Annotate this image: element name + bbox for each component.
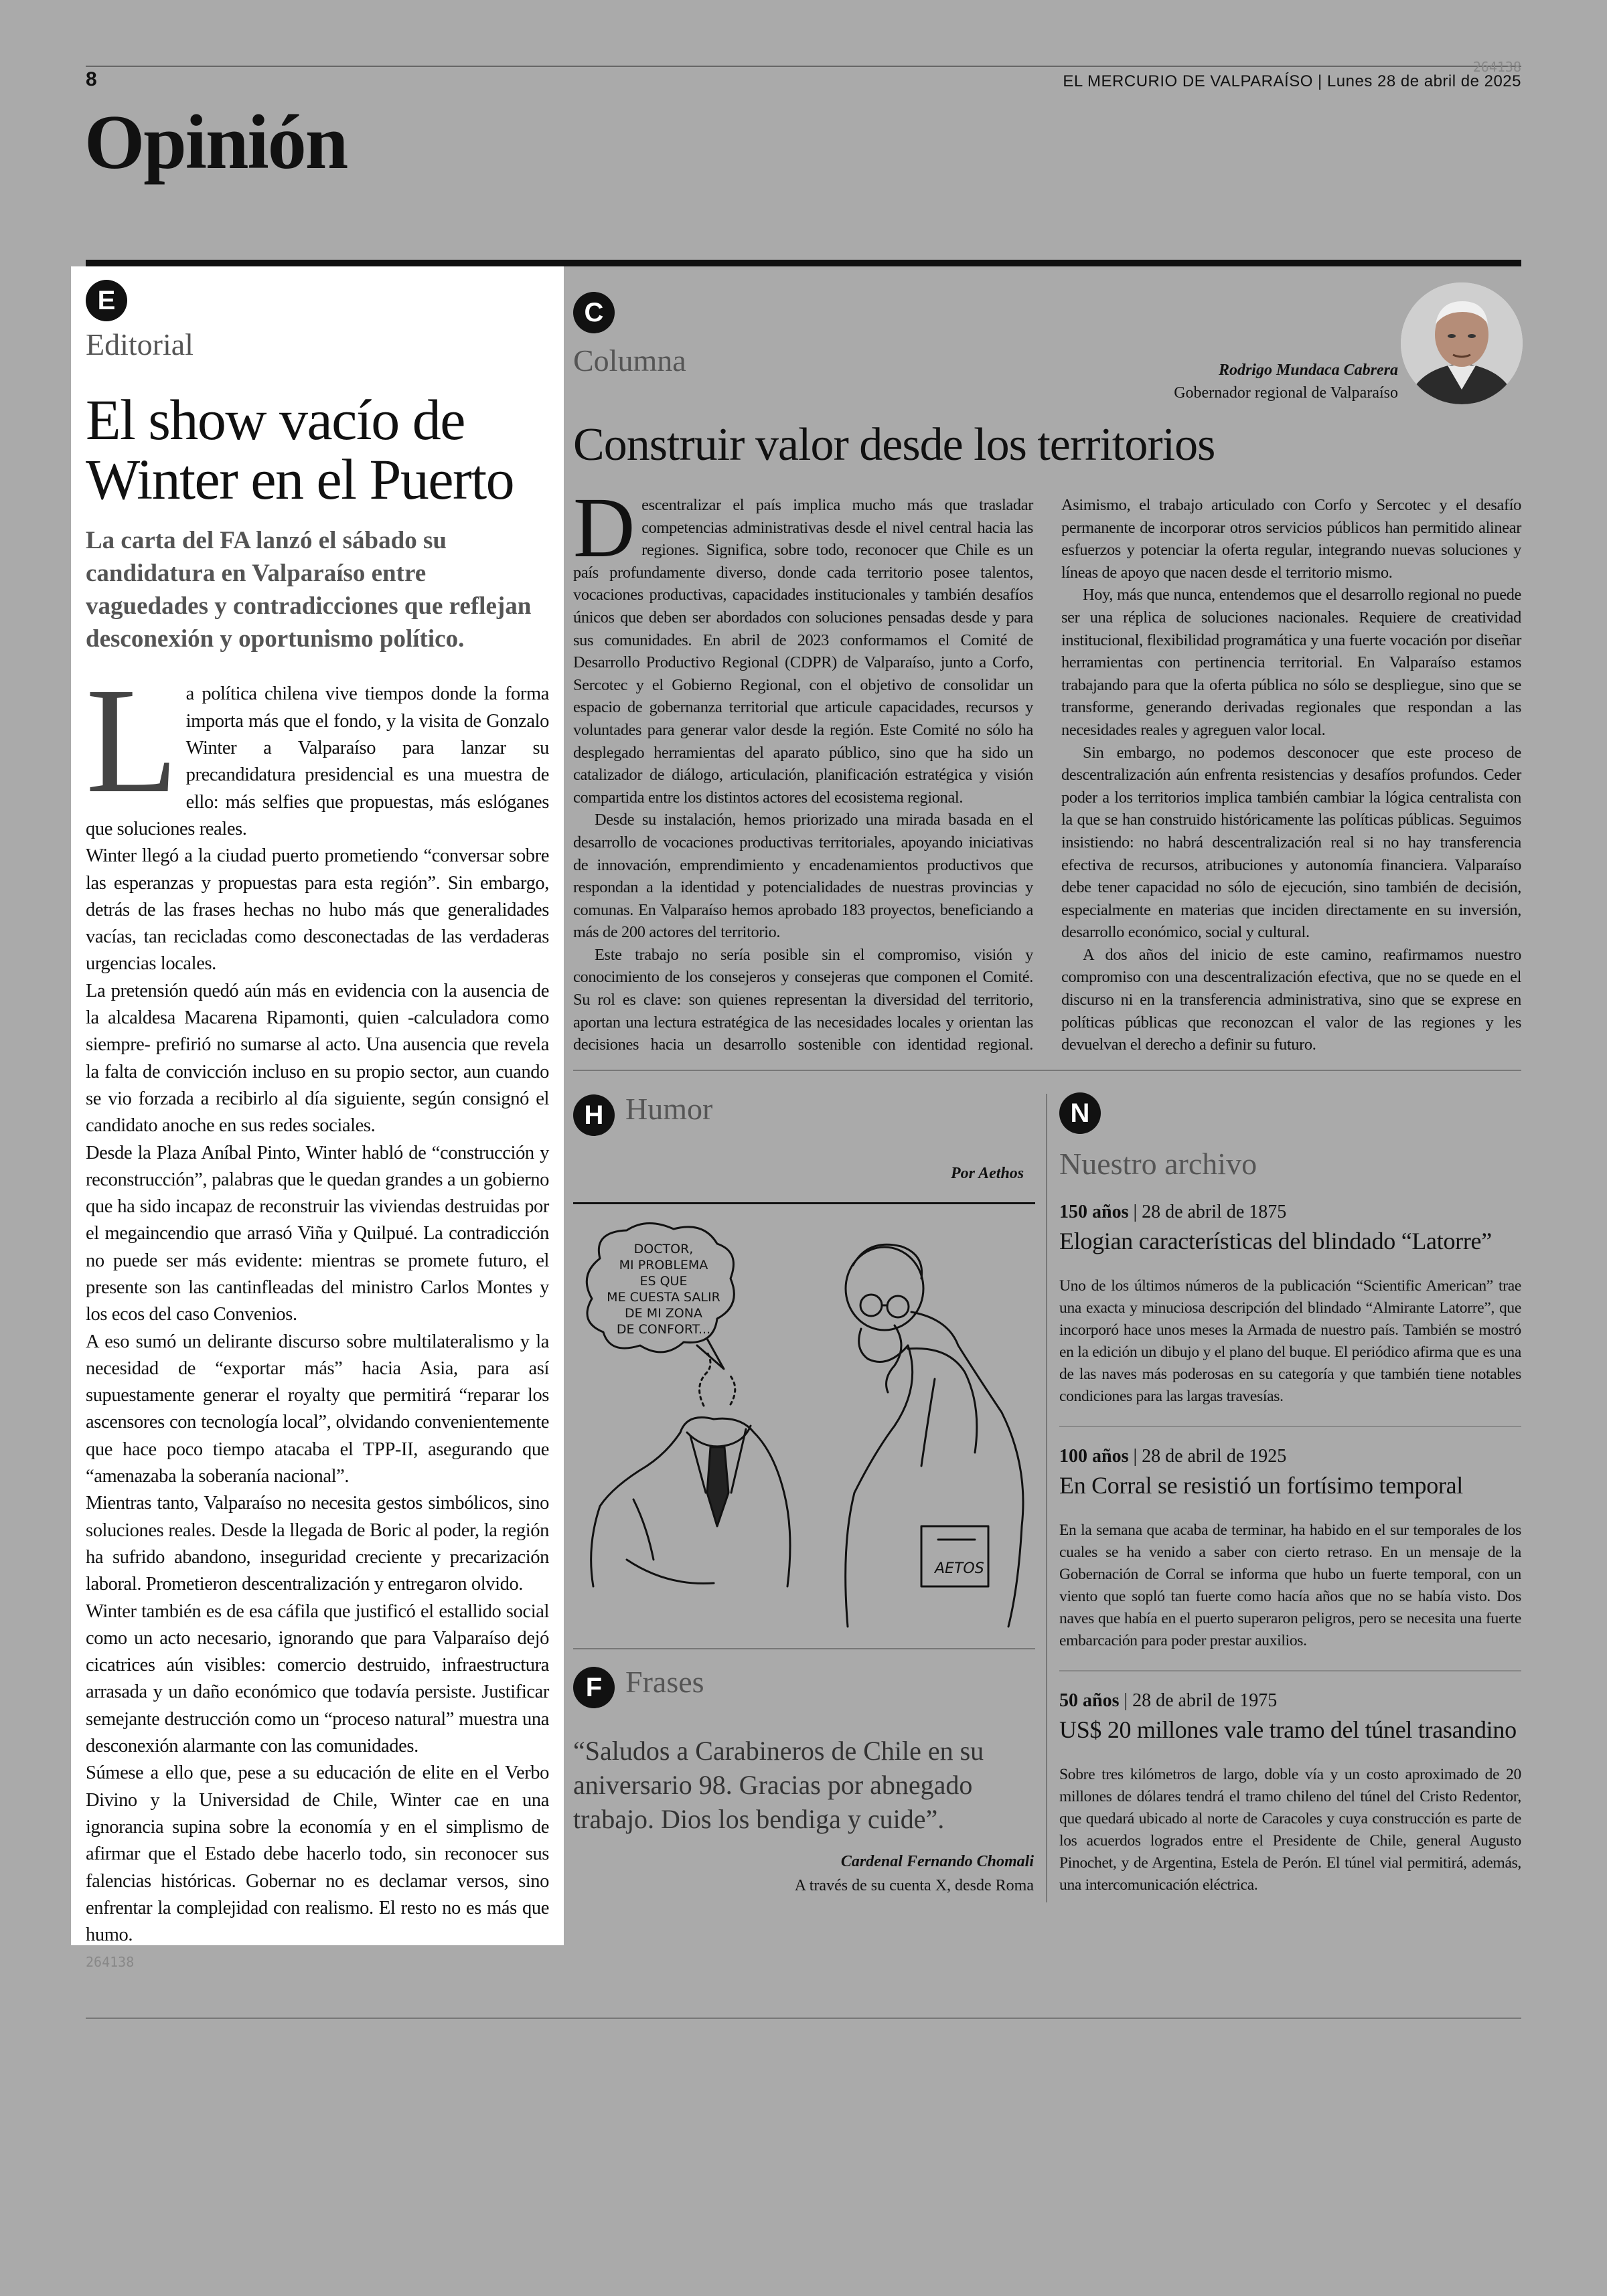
columna-paragraph: Descentralizar el país implica mucho más que trasladar competencias administrativas desde el nivel central hacia las regiones. Significa, sobre todo, reconocer que Chile es un país profundamente diverso, donde cada territorio posee talentos, vocaciones productivas, capacidades institucionales y también desafíos únicos que deben ser abordados con soluciones pensadas desde y para sus comunidades. En abril de 2023 conformamos el Comité de Desarrollo Productivo Regional (CDPR) de Valparaíso, junto a Corfo, Sercotec y el Gobierno Regional, con el objetivo de consolidar un espacio de gobernanza territorial que articule capacidades, recursos y voluntades para generar valor desde la región. Este Comité no sólo ha desplegado herramientas del aparato público, sino que ha sido un catalizador de diálogo, articulación, planificación estratégica y visión compartida entre los distintos actores del ecosistema regional. [573,480,1033,807]
archivo-badge: N [1059,1092,1101,1134]
archivo-years: 150 años [1059,1202,1129,1222]
masthead: EL MERCURIO DE VALPARAÍSO | Lunes 28 de abril de 2025 [1063,72,1521,90]
editorial-paragraph: Desde la Plaza Aníbal Pinto, Winter habló de “construcción y reconstrucción”, palabras que le quedan grandes a un gobierno que ha sido incapaz de reconstruir las viviendas destruidas por el megaincendio que arrasó Viña y Quilpué. La contradicción no puede ser más evidente: mientras se promete futuro, el presente son las cantinfleadas del ministro Carlos Montes y los ecos del caso Convenios. [86,1142,549,1325]
editorial-paragraph: La pretensión quedó aún más en evidencia con la ausencia de la alcaldesa Macarena Ripamonti, quien -calculadora como siempre- prefirió no sumarse al acto. Una ausencia que revela la falta de convicción incluso en su propio sector, aun cuando se vio forzada a recibirlo al día siguiente, según consignó el candidato anoche en sus redes sociales. [86,980,549,1137]
columna-paragraph: A dos años del inicio de este camino, reafirmamos nuestro compromiso con una descentralización efectiva, que no se quede en el discurso ni en la transferencia administrativa, sino que se exprese en políticas públicas que reconozcan el valor de las regiones y les devuelvan el derecho a definir su futuro. [1061,945,1521,1054]
columna-paragraph: Desde su instalación, hemos priorizado una mirada basada en el desarrollo de vocaciones productivas territoriales, apoyando iniciativas de innovación, emprendimiento y encadenamientos productivos que respondan a la identidad y potencialidades de nuestras provincias y comunas. En Valparaíso hemos aprobado 183 proyectos, beneficiando a más de 200 actores del territorio. [573,811,1033,942]
archivo-item [1059,1446,1521,1652]
svg-text:ES QUE: ES QUE [639,1274,688,1289]
humor-cartoon [573,1212,1035,1640]
frases-author: Cardenal Fernando Chomali [840,1853,1034,1870]
columna-bottom-rule [573,1070,1521,1071]
ghost-id: 264138 [1472,59,1521,75]
editorial-paragraph: La política chilena vive tiempos donde la forma importa más que el fondo, y la visita de Gonzalo Winter a Valparaíso para lanzar su precandidatura presidencial es una muestra de ello: más selfies que propuestas, más eslóganes que soluciones reales. [86,657,549,839]
humor-byline: Por Aethos [951,1165,1024,1182]
editorial-panel [71,266,564,1971]
columna-dropcap: D [573,480,635,575]
editorial-kicker: Editorial [86,327,194,361]
frases-badge: F [573,1667,615,1708]
archivo-item [1059,1690,1521,1896]
archivo-divider [1059,1426,1521,1427]
editorial-footer-id: 264138 [86,1954,135,1971]
columna-paragraph: Hoy, más que nunca, entendemos que el desarrollo regional no puede ser una réplica de soluciones nacionales. Requiere de creatividad institucional, flexibilidad programática y una fuerte vocación por diseñar herramientas con pertinencia territorial. En Valparaíso estamos trabajando para que la oferta pública no sólo se despliegue, sino que se transforme, generando derivadas regionales que respondan a las necesidades reales y agreguen valor local. [1061,586,1521,739]
editorial-headline: El show vacío de Winter en el Puerto [86,388,514,511]
editorial-paragraph: Winter también es de esa cáfila que justificó el estallido social como un acto necesario, ignorando que para Valparaíso dejó cicatrices aún visibles: comercio destruido, infraestructura arrasada y un daño económico que todavía persiste. Justificar semejante destrucción como un “proceso natural” muestra una desconexión alarmante con las comunidades. [86,1601,549,1757]
editorial-paragraph: Winter llegó a la ciudad puerto prometiendo “conversar sobre las esperanzas y propuestas para esta región”. Sin embargo, detrás de las frases hechas no hubo más que generalidades vacías, tan recicladas como desconectadas de las verdaderas urgencias locales. [86,845,549,975]
archivo-date: | 28 de abril de 1975 [1119,1690,1278,1711]
archivo-text: Uno de los últimos números de la publicación “Scientific American” trae una exacta y minuciosa descripción del blindado “Almirante Latorre”, que incorporó hace unos meses la Armada de nuestro país. También se mostró en la edición un dibujo y el plano del buque. El periódico afirma que es una de las naves más poderosas en su categoría y que también tiene notables condiciones para las largas travesías. [1059,1277,1521,1405]
editorial-paragraph: Mientras tanto, Valparaíso no necesita gestos simbólicos, sino soluciones reales. Desde la llegada de Boric al poder, la región ha sufrido abandono, inseguridad creciente y precarización laboral. Prometieron descentralización y entregaron olvido. [86,1493,549,1595]
humor-kicker: Humor [625,1092,713,1126]
column-separator [1046,1094,1047,1902]
columna-headline: Construir valor desde los territorios [573,419,1215,471]
frases-source: A través de su cuenta X, desde Roma [794,1877,1034,1894]
archivo-years: 100 años [1059,1446,1129,1467]
archivo-title: En Corral se resistió un fortísimo temporal [1059,1472,1463,1499]
archivo-years: 50 años [1059,1690,1120,1711]
svg-text:DE CONFORT...: DE CONFORT... [616,1322,711,1337]
cartoon-signature: AETOS [935,1560,984,1577]
frases-quote: “Saludos a Carabineros de Chile en su aniversario 98. Gracias por abnegado trabajo. Dios los bendiga y cuide”. [573,1736,984,1834]
svg-text:ME CUESTA SALIR: ME CUESTA SALIR [607,1290,720,1305]
humor-badge: H [573,1094,615,1136]
archivo-title: US$ 20 millones vale tramo del túnel trasandino [1059,1716,1517,1743]
editorial-paragraph: A eso sumó un delirante discurso sobre multilateralismo y la necesidad de “exportar más” hacia Asia, para así supuestamente generar el royalty que permitirá “reparar los ascensores con tecnología local”, olvidando convenientemente que hace poco tiempo atacaba el TPP-II, asegurando que “amenazaba la soberanía nacional”. [86,1331,549,1487]
svg-text:DOCTOR,: DOCTOR, [633,1242,694,1256]
humor-bottom-rule [573,1648,1035,1649]
columna-author-role: Gobernador regional de Valparaíso [1174,384,1398,402]
archivo-date: | 28 de abril de 1875 [1128,1202,1287,1222]
humor-top-rule [573,1202,1035,1204]
archivo-text: En la semana que acaba de terminar, ha habido en el sur temporales de los cuales se ha venido a saber con cierto retraso. En un mensaje de la Gobernación de Corral se informa que hubo un fuerte temporal, con un viento que sopló tan fuerte como hacía años que no se había visto. Dos naves que había en el puerto superaron peligros, pero se necesita una fuerte embarcación para poder prestar auxilios. [1059,1522,1521,1649]
frases-kicker: Frases [625,1665,704,1699]
editorial-paragraph: Súmese a ello que, pese a su educación de elite en el Verbo Divino y la Universidad de Chile, Winter cae en una ignorancia supina sobre la economía y en el simplismo de afirmar que el Estado debe hacerlo todo, sin reconocer sus falencias históricas. Gobernar no es declamar versos, sino enfrentar la complejidad con realismo. El resto no es más que humo. [86,1762,549,1946]
svg-text:DE MI ZONA: DE MI ZONA [625,1306,702,1321]
section-title: Opinión [84,100,348,185]
archivo-kicker: Nuestro archivo [1059,1147,1257,1181]
bottom-rule [86,2018,1521,2019]
editorial-badge: E [86,280,127,321]
author-portrait [1401,282,1523,404]
columna-author-name: Rodrigo Mundaca Cabrera [1218,361,1398,379]
archivo-text: Sobre tres kilómetros de largo, doble vía y un costo aproximado de 20 millones de dólares tendrá el tramo chileno del túnel del Cristo Redentor, que quedará ubicado al norte de Caracoles y cuya construcción es parte de los acuerdos logrados entre el Presidente de Chile, general Augusto Pinochet, y de Argentina, Estela de Perón. El túnel vial permitirá, además, una intercomunicación eléctrica. [1059,1766,1521,1894]
editorial-body [86,657,549,1949]
columna-paragraph: Este trabajo no sería posible sin el compromiso, visión y conocimiento de los consejeros y consejeras que componen el Comité. Su rol es clave: son quienes representan la diversidad del territorio, aportan una lectura estratégica de las necesidades locales y orientan las decisiones hacia un desarrollo sostenible con identidad regional. Asimismo, el trabajo articulado con Corfo y Sercotec y el desafío permanente de incorporar otros servicios públicos han permitido alinear esfuerzos y potenciar la oferta regular, integrando nuevas soluciones y líneas de apoyo que nacen desde el territorio mismo. [573,496,1521,1054]
columna-kicker: Columna [573,343,686,378]
page-number: 8 [86,68,97,90]
archivo-item [1059,1202,1521,1408]
columna-body [573,480,1521,1063]
columna-badge: C [573,292,615,333]
columna-paragraph: Sin embargo, no podemos desconocer que este proceso de descentralización aún enfrenta resistencias y desafíos profundos. Ceder poder a los territorios implica también cambiar la lógica centralista con la que se han construido históricamente las políticas públicas. Seguimos insistiendo: no habrá descentralización real si no hay transferencia efectiva de recursos, atribuciones y autonomía financiera. Valparaíso debe tener capacidad no sólo de ejecución, sino también de decisión, especialmente en materias que inciden directamente en su inversión, desarrollo económico, social y cultural. [1061,743,1521,942]
archivo-title: Elogian características del blindado “Latorre” [1059,1228,1492,1254]
section-rule [86,260,1521,266]
speech-text [607,1242,720,1337]
editorial-dropcap: L [86,657,178,825]
archivo-date: | 28 de abril de 1925 [1128,1446,1287,1467]
editorial-deck: La carta del FA lanzó el sábado su candidatura en Valparaíso entre vaguedades y contradicciones que reflejan desconexión y oportunismo político. [86,527,532,653]
top-rule [86,66,1521,67]
svg-text:MI PROBLEMA: MI PROBLEMA [619,1258,708,1273]
archivo-divider [1059,1670,1521,1671]
